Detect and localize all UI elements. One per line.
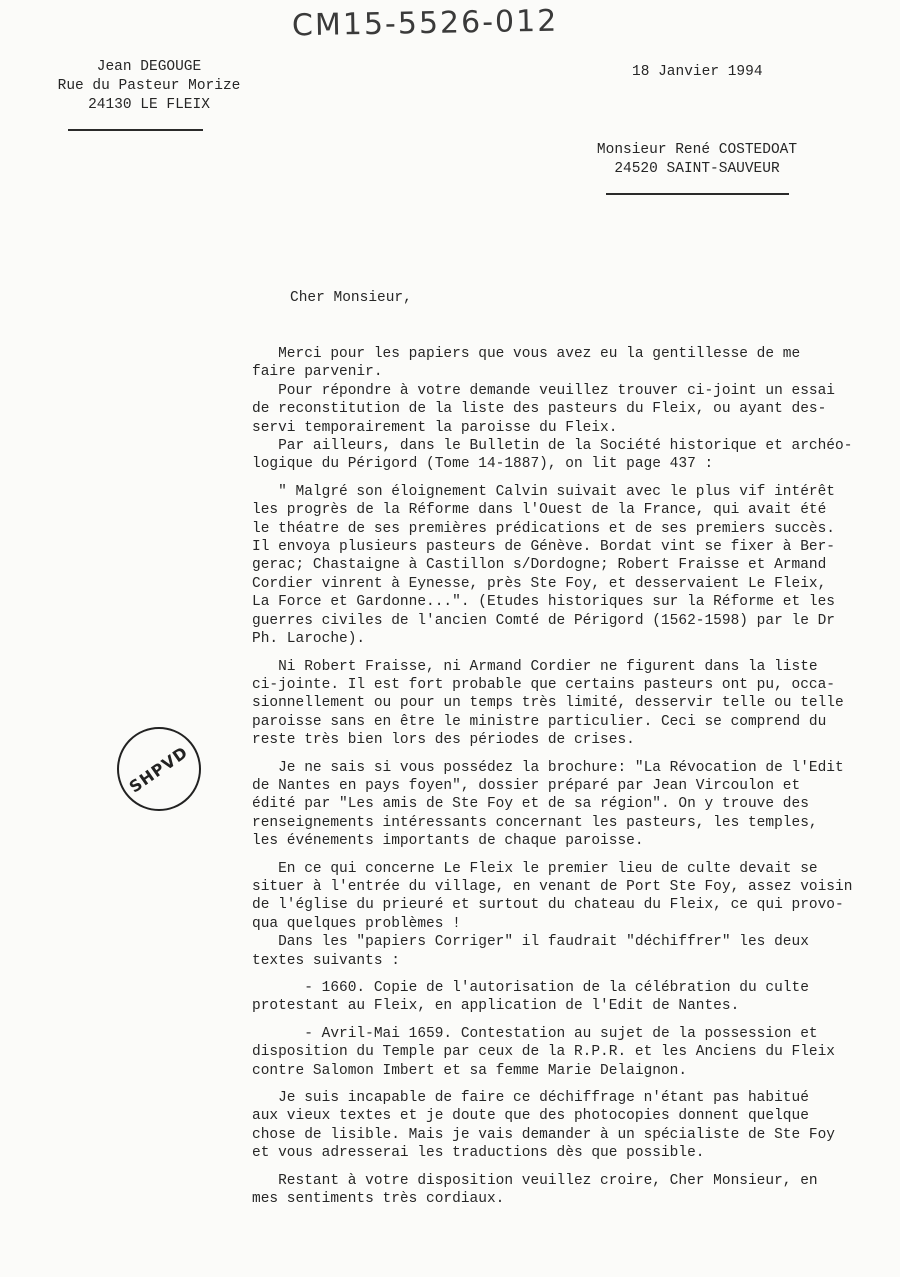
paragraph-gap <box>252 474 882 483</box>
text-line: le théatre de ses premières prédications et de ses premiers succès. <box>252 520 835 537</box>
text-line: contre Salomon Imbert et sa femme Marie Delaignon. <box>252 1062 688 1079</box>
text-line: Dans les "papiers Corriger" il faudrait "déchiffrer" les deux <box>252 934 809 951</box>
paragraph-gap <box>252 1163 882 1172</box>
text-line: qua quelques problèmes ! <box>252 915 461 932</box>
paragraph <box>252 860 882 934</box>
archive-reference: CM15-5526-012 <box>291 3 559 44</box>
text-line: ci-jointe. Il est fort probable que certains pasteurs ont pu, occa- <box>252 676 835 693</box>
paragraph-gap <box>252 750 882 759</box>
recipient-city: 24520 SAINT-SAUVEUR <box>614 161 780 177</box>
text-line: guerres civiles de l'ancien Comté de Périgord (1562-1598) par le Dr <box>252 612 835 629</box>
paragraph <box>252 1025 882 1080</box>
text-line: situer à l'entrée du village, en venant de Port Ste Foy, assez voisin <box>252 878 853 895</box>
text-line: les progrès de la Réforme dans l'Ouest de la France, qui avait été <box>252 502 827 519</box>
text-line: Je suis incapable de faire ce déchiffrage n'étant pas habitué <box>252 1090 809 1107</box>
text-line: gerac; Chastaigne à Castillon s/Dordogne; Robert Fraisse et Armand <box>252 557 827 574</box>
stamp-text: SHPVD <box>125 741 193 797</box>
sender-underline <box>68 129 203 131</box>
paragraph <box>252 345 882 382</box>
recipient-name: Monsieur René COSTEDOAT <box>596 142 798 158</box>
text-line: " Malgré son éloignement Calvin suivait avec le plus vif intérêt <box>252 483 835 500</box>
paragraph-gap <box>252 851 882 860</box>
paragraph <box>252 483 882 649</box>
text-line: En ce qui concerne Le Fleix le premier lieu de culte devait se <box>252 860 818 877</box>
paragraph <box>252 979 882 1016</box>
text-line: Par ailleurs, dans le Bulletin de la Société historique et archéo- <box>252 438 853 455</box>
recipient-block <box>586 141 808 179</box>
text-line: servi temporairement la paroisse du Fleix. <box>252 419 618 436</box>
paragraph <box>252 933 882 970</box>
text-line: textes suivants : <box>252 952 400 969</box>
paragraph <box>252 1172 882 1209</box>
text-line: faire parvenir. <box>252 364 383 381</box>
paragraph-gap <box>252 649 882 658</box>
paragraph-gap <box>252 1016 882 1025</box>
text-line: disposition du Temple par ceux de la R.P.R. et les Anciens du Fleix <box>252 1044 835 1061</box>
text-line: et vous adresserai les traductions dès que possible. <box>252 1145 705 1162</box>
sender-city: 24130 LE FLEIX <box>88 97 210 113</box>
salutation: Cher Monsieur, <box>290 290 412 306</box>
text-line: Pour répondre à votre demande veuillez trouver ci-joint un essai <box>252 382 835 399</box>
text-line: Je ne sais si vous possédez la brochure: "La Révocation de l'Edit <box>252 759 844 776</box>
sender-block <box>46 58 252 115</box>
paragraph <box>252 1089 882 1163</box>
text-line: protestant au Fleix, en application de l'Edit de Nantes. <box>252 998 740 1015</box>
text-line: aux vieux textes et je doute que des photocopies donnent quelque <box>252 1108 809 1125</box>
paragraph-gap <box>252 970 882 979</box>
text-line: La Force et Gardonne...". (Etudes historiques sur la Réforme et les <box>252 594 835 611</box>
text-line: paroisse sans en être le ministre particulier. Ceci se comprend du <box>252 713 827 730</box>
text-line: Merci pour les papiers que vous avez eu la gentillesse de me <box>252 346 801 362</box>
shpvd-stamp <box>117 727 201 811</box>
paragraph-gap <box>252 1080 882 1089</box>
text-line: logique du Périgord (Tome 14-1887), on lit page 437 : <box>252 456 714 473</box>
text-line: sionnellement ou pour un temps très limité, desservir telle ou telle <box>252 695 844 712</box>
text-line: de Nantes en pays foyen", dossier préparé par Jean Vircoulon et <box>252 777 801 794</box>
text-line: reste très bien lors des périodes de crises. <box>252 732 635 749</box>
text-line: Il envoya plusieurs pasteurs de Génève. Bordat vint se fixer à Ber- <box>252 539 835 556</box>
text-line: Cordier vinrent à Eynesse, près Ste Foy, et desservaient Le Fleix, <box>252 575 827 592</box>
text-line: de reconstitution de la liste des pasteurs du Fleix, ou ayant des- <box>252 401 827 418</box>
paragraph <box>252 382 882 437</box>
sender-name: Jean DEGOUGE <box>96 59 202 75</box>
paragraph <box>252 658 882 750</box>
text-line: les événements importants de chaque paroisse. <box>252 833 644 850</box>
text-line: Ph. Laroche). <box>252 631 366 648</box>
text-line: - 1660. Copie de l'autorisation de la célébration du culte <box>252 980 809 996</box>
letter-date: 18 Janvier 1994 <box>632 64 763 80</box>
paragraph <box>252 437 882 474</box>
text-line: chose de lisible. Mais je vais demander à un spécialiste de Ste Foy <box>252 1126 835 1143</box>
sender-street: Rue du Pasteur Morize <box>57 78 241 94</box>
letter-body <box>252 345 882 1208</box>
text-line: édité par "Les amis de Ste Foy et de sa région". On y trouve des <box>252 796 809 813</box>
text-line: renseignements intéressants concernant les pasteurs, les temples, <box>252 814 818 831</box>
text-line: Ni Robert Fraisse, ni Armand Cordier ne figurent dans la liste <box>252 658 818 675</box>
text-line: de l'église du prieuré et surtout du chateau du Fleix, ce qui provo- <box>252 897 844 914</box>
text-line: mes sentiments très cordiaux. <box>252 1191 505 1208</box>
paragraph <box>252 759 882 851</box>
text-line: Restant à votre disposition veuillez croire, Cher Monsieur, en <box>252 1172 818 1189</box>
recipient-underline <box>606 193 789 195</box>
text-line: - Avril-Mai 1659. Contestation au sujet de la possession et <box>252 1025 818 1042</box>
